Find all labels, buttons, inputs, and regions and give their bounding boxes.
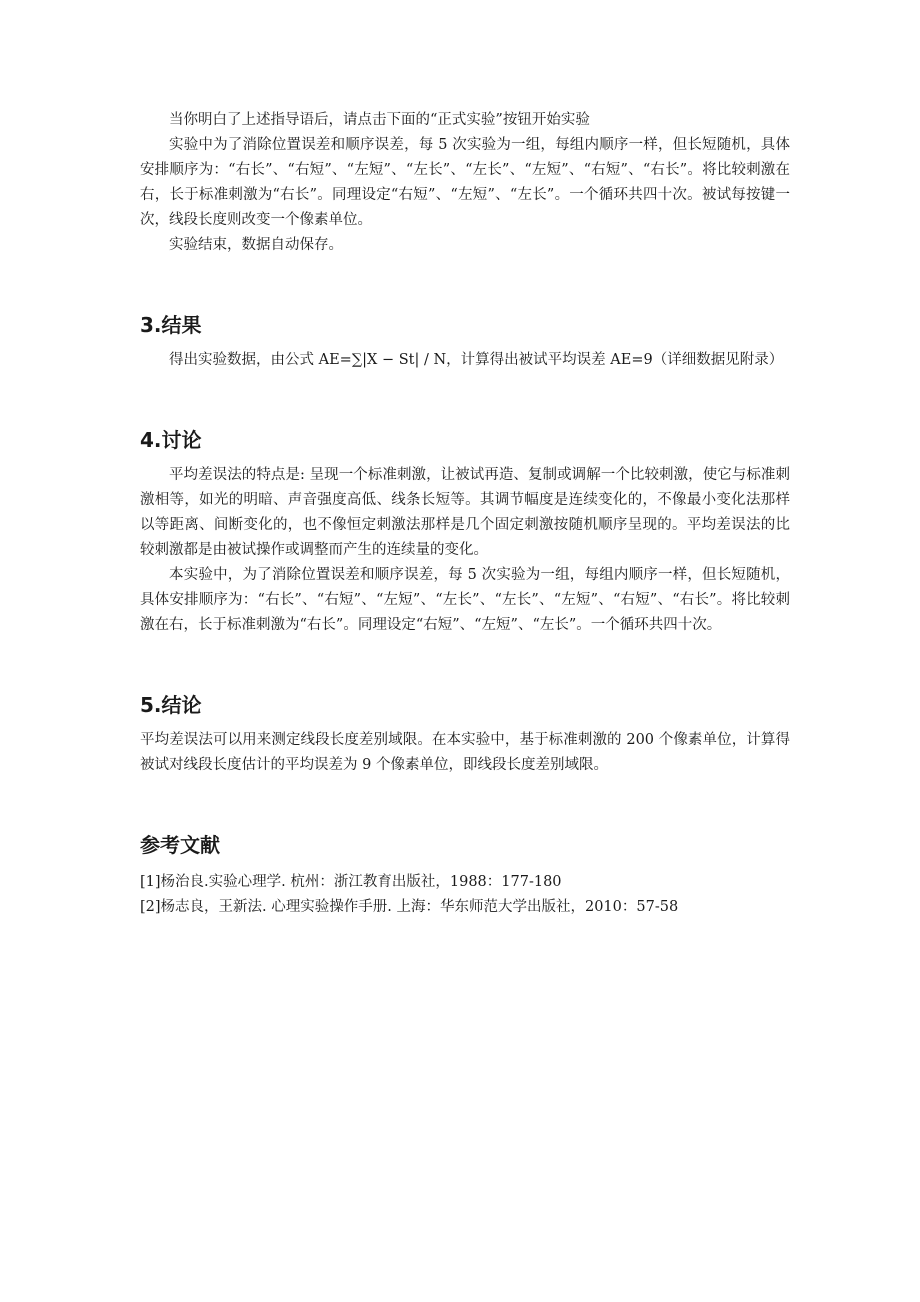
document-page [140, 108, 790, 920]
method-order-paragraph: 实验中为了消除位置误差和顺序误差，每 5 次实验为一组，每组内顺序一样，但长短随机，具体安排顺序为：“右长”、“右短”、“左短”、“左长”、“左长”、“左短”、“右短”、“右长”。将比较刺激在右，长于标准刺激为“右长”。同理设定“右短”、“左短”、“左长”。一个循环共四十次。被试每按键一次，线段长度则改变一个像素单位。 [140, 137, 790, 228]
reference-item-2: [2]杨志良，王新法. 心理实验操作手册. 上海：华东师范大学出版社，2010：57-58 [140, 899, 679, 915]
reference-item-1: [1]杨治良.实验心理学. 杭州：浙江教育出版社，1988：177-180 [140, 874, 562, 890]
conclusion-paragraph: 平均差误法可以用来测定线段长度差别域限。在本实验中，基于标准刺激的 200 个像素单位，计算得被试对线段长度估计的平均误差为 9 个像素单位，即线段长度差别域限。 [140, 732, 790, 773]
discussion-paragraph-1: 平均差误法的特点是: 呈现一个标准刺激，让被试再造、复制或调解一个比较刺激，使它与标准刺激相等，如光的明暗、声音强度高低、线条长短等。其调节幅度是连续变化的，不像最小变化法那样以等距离、间断变化的，也不像恒定刺激法那样是几个固定刺激按随机顺序呈现的。平均差误法的比较刺激都是由被试操作或调整而产生的连续量的变化。 [140, 467, 790, 558]
method-instruction-paragraph: 当你明白了上述指导语后，请点击下面的“正式实验”按钮开始实验 [169, 112, 590, 128]
method-end-paragraph: 实验结束，数据自动保存。 [169, 237, 343, 253]
results-heading: 3.结果 [140, 313, 202, 337]
conclusion-heading: 5.结论 [140, 693, 202, 717]
discussion-paragraph-2: 本实验中，为了消除位置误差和顺序误差，每 5 次实验为一组，每组内顺序一样，但长短随机，具体安排顺序为：“右长”、“右短”、“左短”、“左长”、“左长”、“左短”、“右短”、“右长”。将比较刺激在右，长于标准刺激为“右长”。同理设定“右短”、“左短”、“左长”。一个循环共四十次。 [140, 567, 790, 633]
discussion-heading: 4.讨论 [140, 428, 202, 452]
results-paragraph: 得出实验数据，由公式 AE=∑|X − St| / N，计算得出被试平均误差 AE=9（详细数据见附录） [169, 352, 784, 368]
references-heading: 参考文献 [140, 833, 220, 857]
